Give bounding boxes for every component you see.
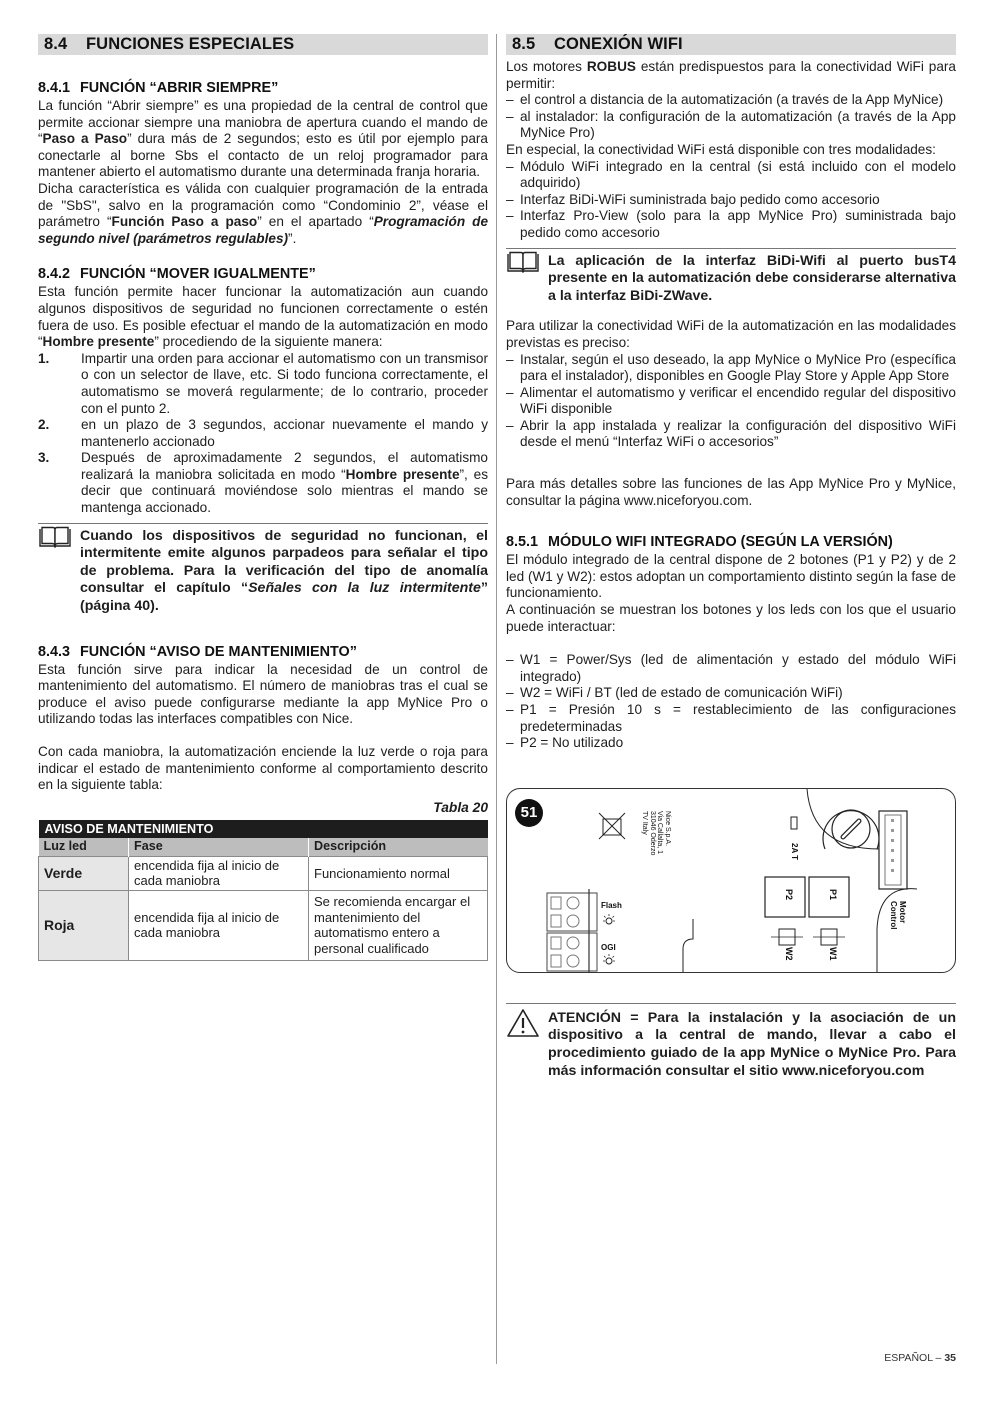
table-title: AVISO DE MANTENIMIENTO (39, 820, 488, 838)
label-ogi: OGI (601, 942, 616, 952)
figure-number: 51 (515, 799, 543, 827)
maintenance-table (38, 820, 488, 961)
subsection-heading-8-4-1: 8.4.1 FUNCIÓN “ABRIR SIEMPRE” (38, 80, 279, 96)
list-item: – W1 = Power/Sys (led de alimentación y estado del módulo WiFi integrado) (506, 652, 956, 685)
list-item: – W2 = WiFi / BT (led de estado de comunicación WiFi) (506, 685, 956, 702)
label-p2: P2 (784, 888, 794, 900)
list-item: – Instalar, según el uso deseado, la app MyNice o MyNice Pro (específica para el instalador), disponibles en Google Play Store y Apple App Store (506, 352, 956, 385)
board-diagram (507, 789, 956, 973)
subsection-heading-8-4-2: 8.4.2 FUNCIÓN “MOVER IGUALMENTE” (38, 266, 316, 283)
label-flash: Flash (601, 900, 622, 910)
label-fuse: 2A T (790, 842, 799, 860)
section-heading-8-4 (38, 34, 488, 55)
list-use (506, 352, 956, 452)
list-item: – Interfaz BiDi-WiFi suministrada bajo pedido como accesorio (506, 192, 956, 209)
paragraph-aviso-2: Con cada maniobra, la automatización enciende la luz verde o roja para indicar el estado de mantenimiento conforme al comportamiento descrito en la siguiente tabla: (38, 744, 488, 793)
note-bidi-wifi: La aplicación de la interfaz BiDi-Wifi al puerto busT4 presente en la automatización debe considerarse alternativa a la interfaz BiDi-ZWave. (506, 248, 956, 306)
label-motor: Motor (898, 900, 907, 923)
list-item: 3. Después de aproximadamente 2 segundos, el automatismo realizará la maniobra solicitada en modo “Hombre presente”, es decir que continuará moviéndose solo mientras el mando se mantenga accionado. (38, 450, 488, 516)
section-title: FUNCIONES ESPECIALES (86, 35, 295, 53)
label-w2: W2 (784, 946, 794, 961)
list-item: – P2 = No utilizado (506, 735, 956, 752)
label-p1: P1 (828, 888, 838, 900)
list-item: – el control a distancia de la automatización (a través de la App MyNice) (506, 92, 956, 109)
list-item: – Alimentar el automatismo y verificar el encendido regular del dispositivo WiFi disponible (506, 385, 956, 418)
table-caption: Tabla 20 (433, 799, 488, 815)
paragraph-module-2: A continuación se muestran los botones y los leds con los que el usuario puede interactuar: (506, 602, 956, 634)
paragraph-more-info: Para más detalles sobre las funciones de las App MyNice Pro y MyNice, consultar la página www.niceforyou.com. (506, 476, 956, 508)
section-number: 8.5 (512, 35, 536, 53)
paragraph-intro: Los motores ROBUS están predispuestos para la conectividad WiFi para permitir: (506, 59, 956, 91)
paragraph-modes: En especial, la conectividad WiFi está disponible con tres modalidades: (506, 141, 936, 157)
warning-attention: ATENCIÓN = Para la instalación y la asociación de un dispositivo a la central de mando, llevar a cabo el procedimiento guiado de la app MyNice o MyNice Pro. Para más información consultar el sitio www.niceforyou.com (506, 1003, 956, 1080)
list-buttons-leds (506, 652, 956, 752)
book-icon (38, 526, 72, 548)
section-title: CONEXIÓN WIFI (554, 35, 683, 53)
warning-triangle-icon (506, 1008, 540, 1038)
paragraph-aviso-1: Esta función sirve para indicar la necesidad de un control de mantenimiento del automatismo. El número de maniobras tras el cual se produce el aviso puede configurarse mediante la app MyNice Pro o utilizando todas las interfaces compatibles con Nice. (38, 661, 488, 727)
table-header: Fase (129, 838, 309, 856)
paragraph-module-1: El módulo integrado de la central dispone de 2 botones (P1 y P2) y de 2 led (W1 y W2): estos adoptan un comportamiento distinto según la fase de funcionamiento. (506, 552, 956, 601)
figure-51-board (506, 788, 956, 973)
left-column (38, 34, 488, 961)
table-cell: Se recomienda encargar el mantenimiento del automatismo entero a personal cualificado (309, 890, 488, 960)
table-cell: encendida fija al inicio de cada maniobra (129, 856, 309, 890)
label-maker: Nice S.p.A. Via Callalta, 1 31046 Oderzo TV Italy (641, 810, 671, 856)
list-item: 2. en un plazo de 3 segundos, accionar nuevamente el mando y mantenerlo accionado (38, 417, 488, 449)
section-number: 8.4 (44, 35, 68, 53)
note-safety-devices: Cuando los dispositivos de seguridad no funcionan, el intermitente emite algunos parpadeos para señalar el tipo de problema. Para la verificación del tipo de anomalía consultar el capítulo “Señales con la luz intermitente” (página 40). (38, 523, 488, 616)
list-item: – al instalador: la configuración de la automatización (a través de la App MyNice Pro) (506, 109, 956, 142)
page-footer: ESPAÑOL – 35 (884, 1352, 956, 1364)
label-w1: W1 (828, 946, 838, 961)
paragraph-abrir-siempre-2: Dicha característica es válida con cualquier programación de la entrada de "SbS", salvo en la programación como “Condominio 2”, véase el parámetro “Función Paso a paso” en el apartado “Programación de segundo nivel (parámetros regulables)”. (38, 180, 489, 246)
list-item: – Interfaz Pro-View (solo para la app MyNice Pro) suministrada bajo pedido como accesorio (506, 208, 956, 241)
table-cell: Roja (39, 890, 129, 960)
list-item: – P1 = Presión 10 s = restablecimiento de las configuraciones predeterminadas (506, 702, 956, 735)
right-column (506, 34, 956, 1080)
book-icon (506, 251, 540, 273)
list-permitir (506, 92, 956, 142)
table-cell: Funcionamiento normal (309, 856, 488, 890)
subsection-heading-8-4-3: 8.4.3 FUNCIÓN “AVISO DE MANTENIMIENTO” (38, 643, 357, 660)
table-row (39, 856, 488, 890)
section-heading-8-5 (506, 34, 956, 55)
table-header: Descripción (309, 838, 488, 856)
list-item: 1. Impartir una orden para accionar el automatismo con un transmisor o con un selector de llave, etc. Si todo funciona correctamente, el automatismo se moverá regularmente; de lo contrario, proceder con el punto 2. (38, 350, 488, 416)
subsection-heading-8-5-1: 8.5.1 MÓDULO WIFI INTEGRADO (SEGÚN LA VERSIÓN) (506, 534, 893, 551)
paragraph-mover-igualmente: Esta función permite hacer funcionar la automatización aun cuando algunos dispositivos de seguridad no funcionen correctamente o estén fuera de uso. Es posible efectuar el mando de la automatización en modo “Hombre presente” procediendo de la siguiente manera: (38, 284, 488, 350)
table-row (39, 890, 488, 960)
table-cell: encendida fija al inicio de cada maniobra (129, 890, 309, 960)
label-control: Control (889, 900, 898, 930)
paragraph-use: Para utilizar la conectividad WiFi de la automatización en las modalidades previstas es preciso: (506, 318, 956, 350)
table-cell: Verde (39, 856, 129, 890)
column-divider (496, 34, 497, 1364)
list-modes (506, 159, 956, 242)
table-header: Luz led (39, 838, 129, 856)
list-item: – Módulo WiFi integrado en la central (si está incluido con el modelo adquirido) (506, 159, 956, 192)
steps-list (38, 351, 488, 517)
paragraph-abrir-siempre-1: La función “Abrir siempre” es una propiedad de la central de control que permite accionar siempre una maniobra de apertura cuando el mando de “Paso a Paso” dura más de 2 segundos; esto es útil por ejemplo para conectarle al borne Sbs el contacto de un reloj programador para mantener abierto el automatismo durante una determinada franja horaria. (38, 98, 488, 180)
list-item: – Abrir la app instalada y realizar la configuración del dispositivo WiFi desde el menú “Interfaz WiFi o accesorios” (506, 418, 956, 451)
